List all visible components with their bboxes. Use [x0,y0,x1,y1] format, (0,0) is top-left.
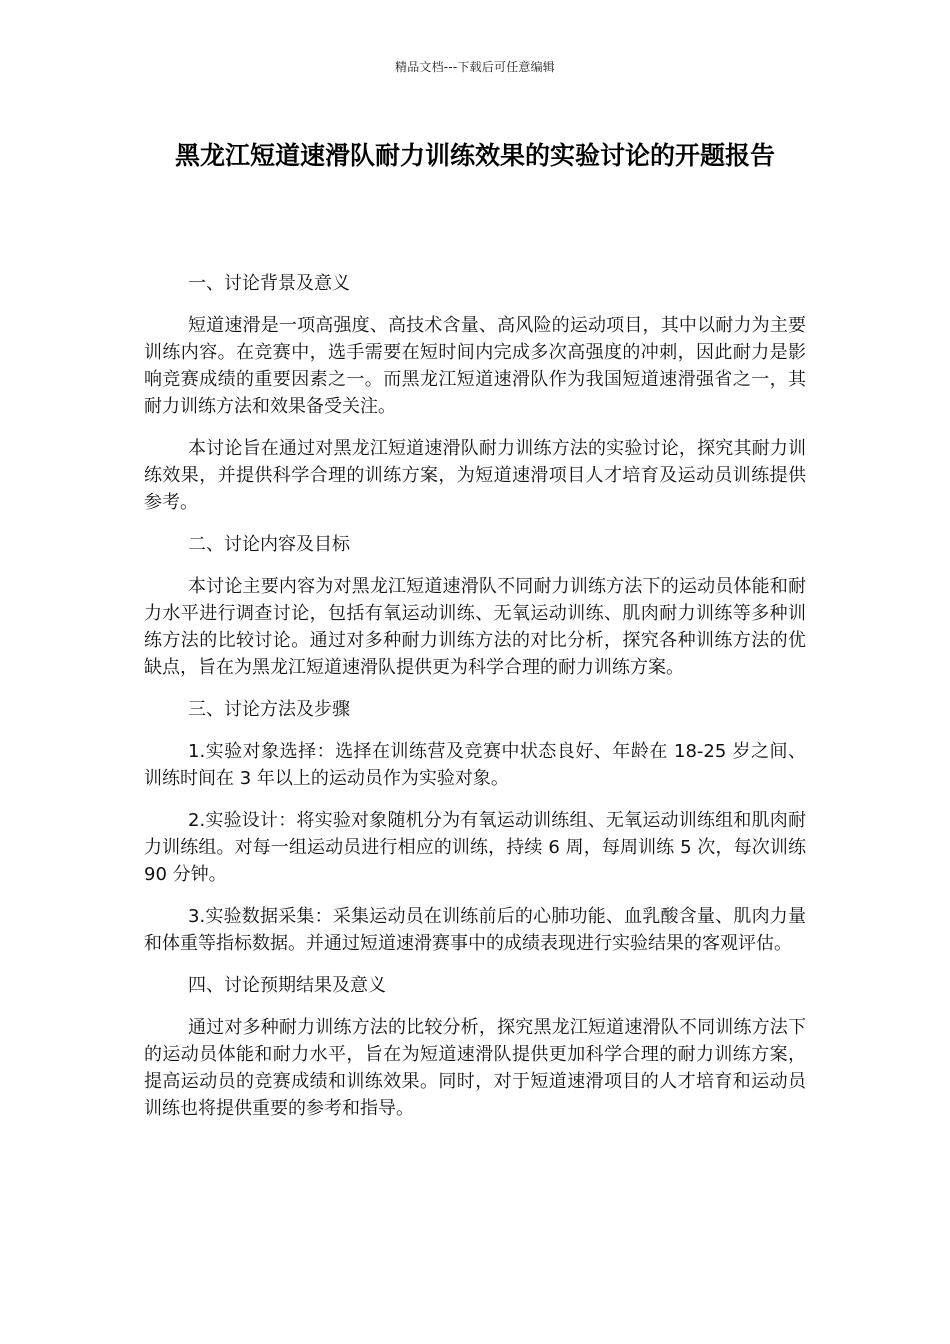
header-note: 精品文档---下载后可任意编辑 [395,60,555,74]
paragraph: 通过对多种耐力训练方法的比较分析，探究黑龙江短道速滑队不同训练方法下的运动员体能和耐力水平，旨在为短道速滑队提供更加科学合理的耐力训练方案，提高运动员的竞赛成绩和训练效果。同时，对于短道速滑项目的人才培育和运动员训练也将提供重要的参考和指导。 [144,1017,806,1119]
section-heading-methods: 三、讨论方法及步骤 [188,699,350,720]
paragraph: 本讨论旨在通过对黑龙江短道速滑队耐力训练方法的实验讨论，探究其耐力训练效果，并提供科学合理的训练方案，为短道速滑项目人才培育及运动员训练提供参考。 [144,438,806,513]
document-body [144,270,806,1137]
document-title: 黑龙江短道速滑队耐力训练效果的实验讨论的开题报告 [174,141,775,170]
paragraph: 1.实验对象选择：选择在训练营及竞赛中状态良好、年龄在 18-25 岁之间、训练时间在 3 年以上的运动员作为实验对象。 [144,741,806,789]
section-heading-expected-results: 四、讨论预期结果及意义 [188,975,386,996]
paragraph: 3.实验数据采集：采集运动员在训练前后的心肺功能、血乳酸含量、肌肉力量和体重等指标数据。并通过短道速滑赛事中的成绩表现进行实验结果的客观评估。 [144,906,806,954]
section-heading-content: 二、讨论内容及目标 [188,534,350,555]
section-heading-background: 一、讨论背景及意义 [188,273,350,294]
paragraph: 短道速滑是一项高强度、高技术含量、高风险的运动项目，其中以耐力为主要训练内容。在竞赛中，选手需要在短时间内完成多次高强度的冲刺，因此耐力是影响竞赛成绩的重要因素之一。而黑龙江短道速滑队作为我国短道速滑强省之一，其耐力训练方法和效果备受关注。 [144,315,806,417]
paragraph: 本讨论主要内容为对黑龙江短道速滑队不同耐力训练方法下的运动员体能和耐力水平进行调查讨论，包括有氧运动训练、无氧运动训练、肌肉耐力训练等多种训练方法的比较讨论。通过对多种耐力训练方法的对比分析，探究各种训练方法的优缺点，旨在为黑龙江短道速滑队提供更为科学合理的耐力训练方案。 [144,576,806,678]
paragraph: 2.实验设计：将实验对象随机分为有氧运动训练组、无氧运动训练组和肌肉耐力训练组。对每一组运动员进行相应的训练，持续 6 周，每周训练 5 次，每次训练 90 分钟。 [144,810,806,885]
